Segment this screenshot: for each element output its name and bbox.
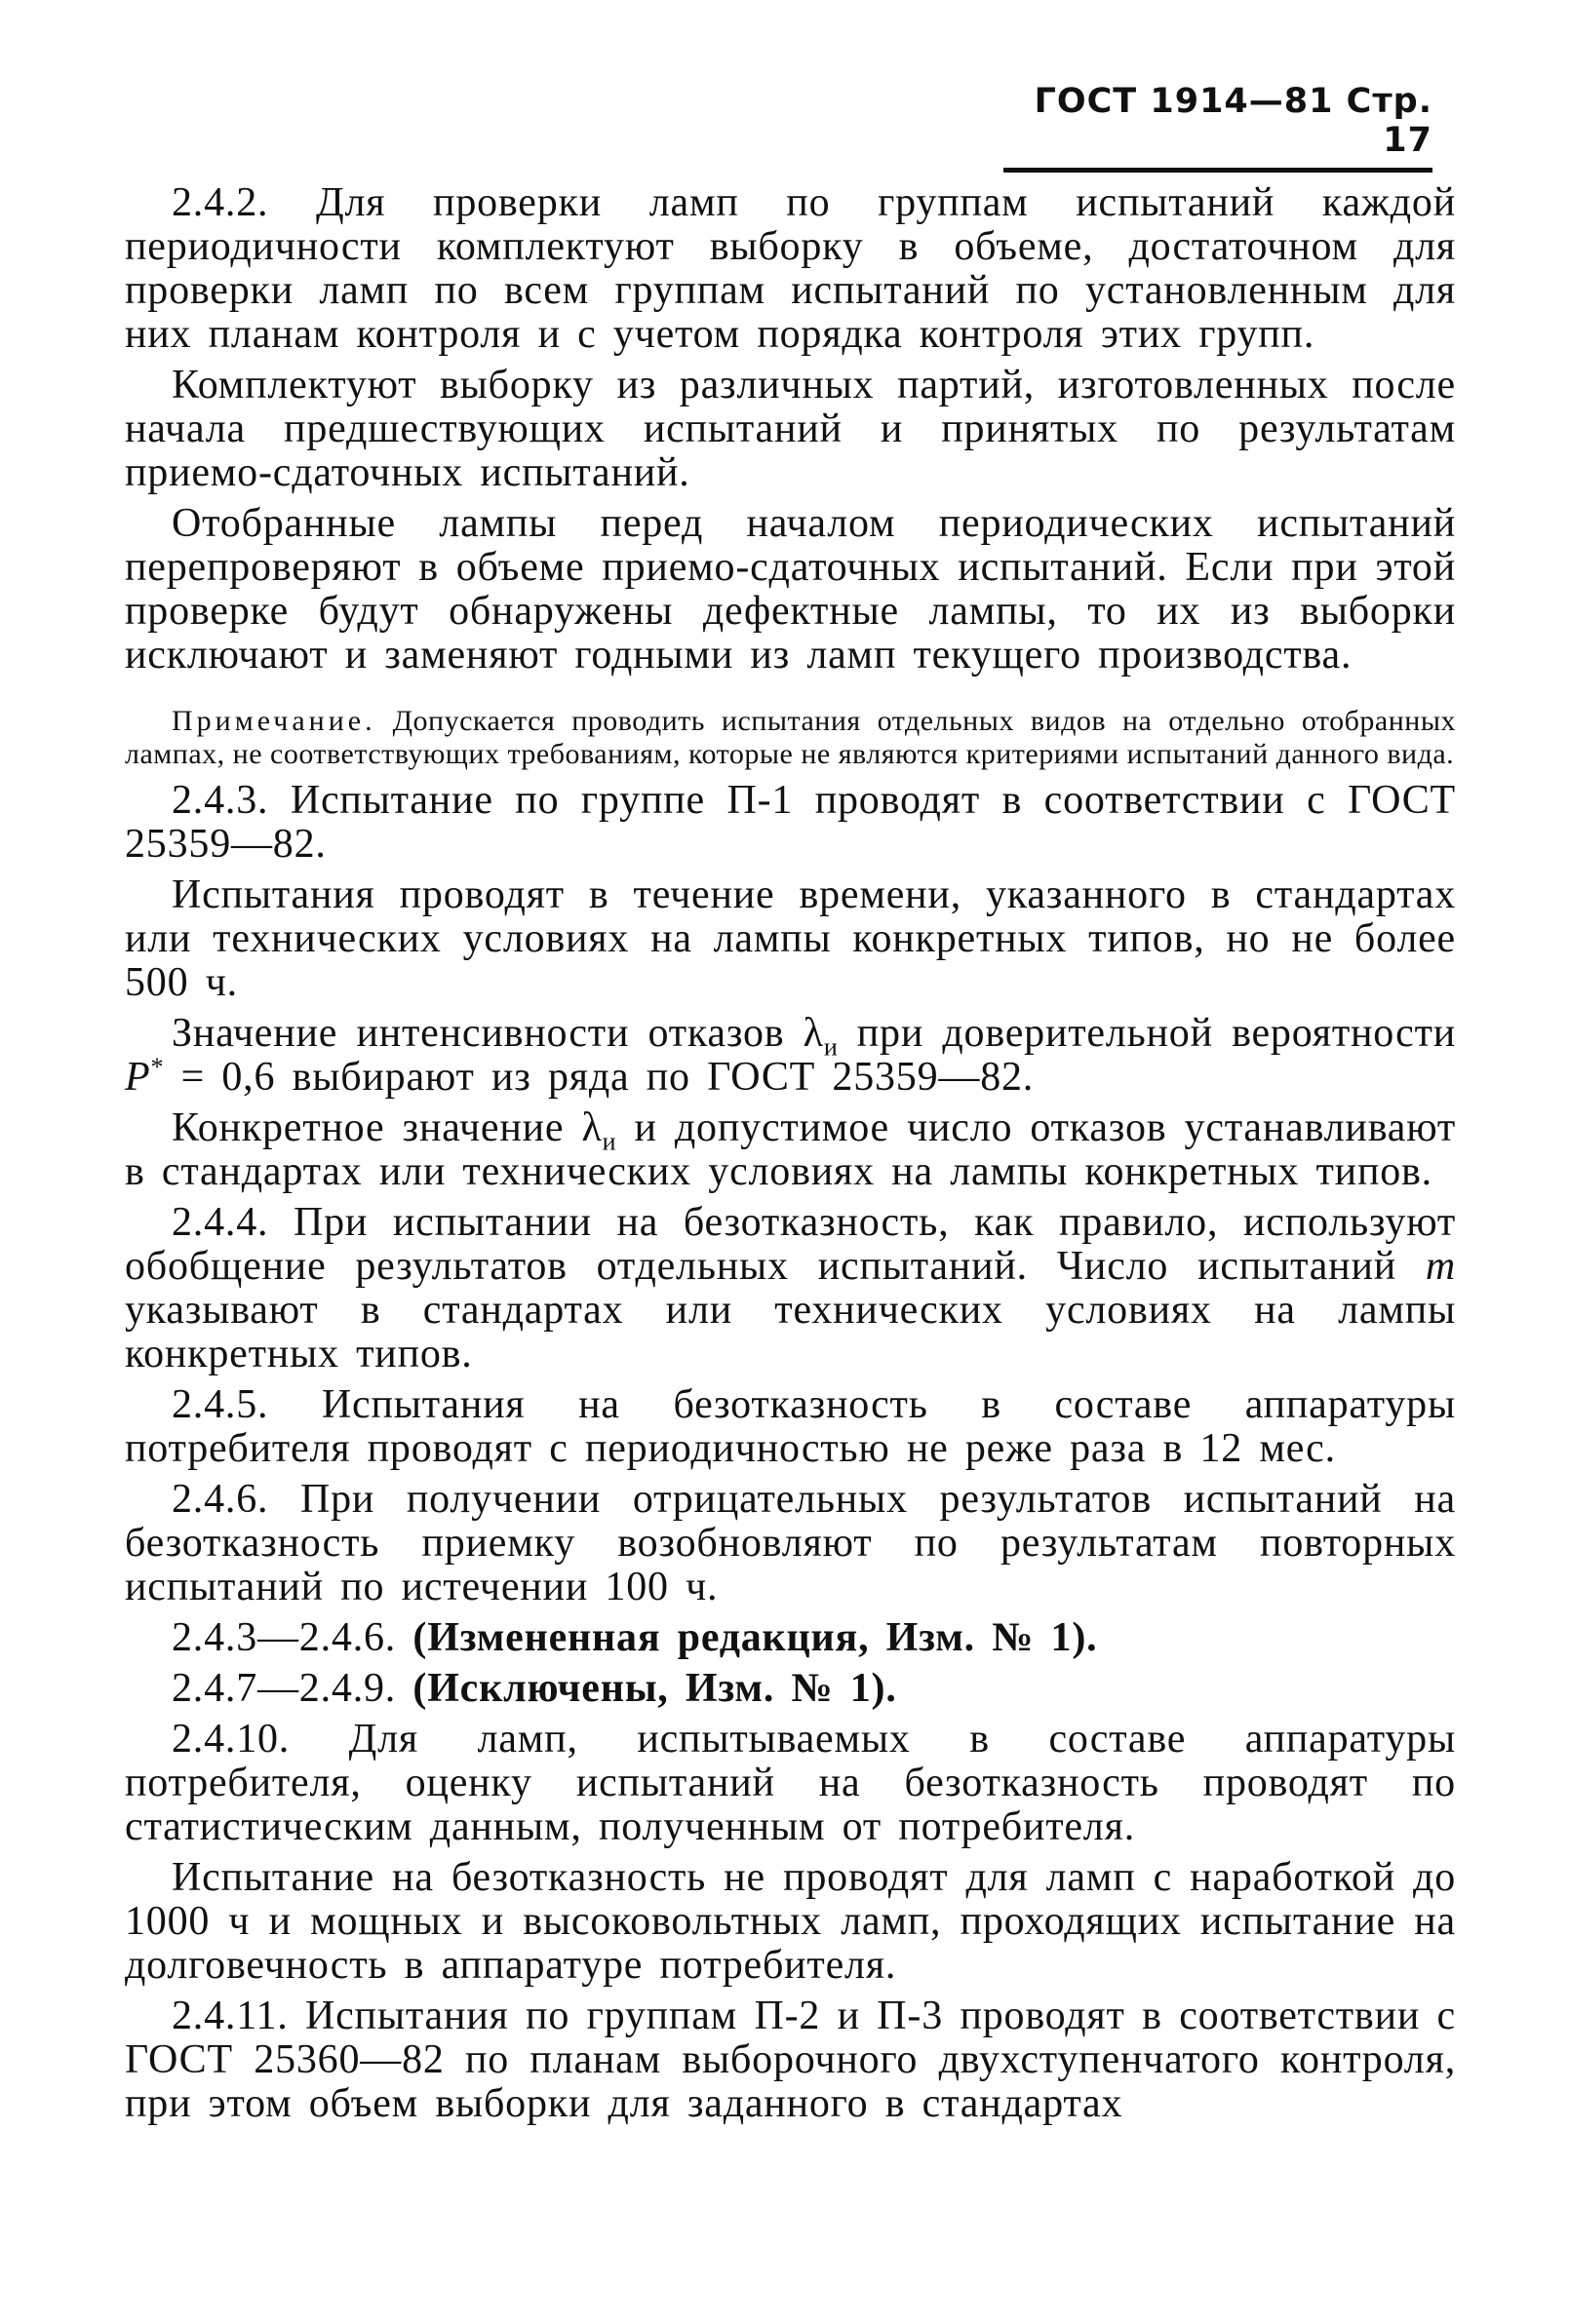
paragraph-2-4-5: 2.4.5. Испытания на безотказность в составе аппаратуры потребителя проводят с периодичностью не реже раза в 12 мес. bbox=[125, 1382, 1456, 1471]
paragraph-otobrannye: Отобранные лампы перед началом периодических испытаний перепроверяют в объеме приемо-сдаточных испытаний. Если при этой проверке будут обнаружены дефектные лампы, то их из выборки исключают и заменяют годными из ламп текущего производства. bbox=[125, 501, 1456, 678]
paragraph-ispytaniya-vremya: Испытания проводят в течение времени, указанного в стандартах или технических условиях на лампы конкретных типов, но не более 500 ч. bbox=[125, 872, 1456, 1005]
p244-before: 2.4.4. При испытании на безотказность, как правило, используют обобщение результатов отдельных испытаний. Число испытаний bbox=[125, 1200, 1456, 1289]
note-text: Допускается проводить испытания отдельных видов на отдельно отобранных лампах, не соответствующих требованиям, которые не являются критериями испытаний данного вида. bbox=[125, 705, 1456, 770]
note-label: Примечание. bbox=[172, 705, 376, 737]
isklyucheny-bold: (Исключены, Изм. № 1). bbox=[412, 1666, 897, 1711]
paragraph-2-4-3: 2.4.3. Испытание по группе П-1 проводят в соответствии с ГОСТ 25359—82. bbox=[125, 778, 1456, 867]
isklyucheny-prefix: 2.4.7—2.4.9. bbox=[172, 1666, 413, 1711]
p244-after: указывают в стандартах или технических условиях на лампы конкретных типов. bbox=[125, 1288, 1456, 1376]
paragraph-izmenennaya bbox=[125, 1616, 1456, 1660]
paragraph-2-4-11: 2.4.11. Испытания по группам П-2 и П-3 проводят в соответствии с ГОСТ 25360—82 по планам выборочного двухступенчатого контроля, при этом объем выборки для заданного в стандартах bbox=[125, 1994, 1456, 2126]
paragraph-2-4-2: 2.4.2. Для проверки ламп по группам испытаний каждой периодичности комплектуют выборку в объеме, достаточном для проверки ламп по всем группам испытаний по установленным для них планам контроля и с учетом порядка контроля этих групп. bbox=[125, 180, 1456, 357]
izmenennaya-prefix: 2.4.3—2.4.6. bbox=[172, 1615, 413, 1660]
lambda-subscript: и bbox=[823, 1032, 839, 1062]
konkretnoe-before: Конкретное значение λ bbox=[172, 1105, 603, 1150]
note bbox=[125, 705, 1456, 771]
variable-p: P bbox=[125, 1055, 151, 1100]
document-body bbox=[125, 181, 1456, 2126]
paragraph-2-4-4 bbox=[125, 1201, 1456, 1376]
lambda-subscript: и bbox=[602, 1127, 617, 1156]
znachenie-middle: при доверительной вероятности bbox=[838, 1011, 1456, 1056]
p-superscript: * bbox=[150, 1053, 165, 1081]
izmenennaya-bold: (Измененная редакция, Изм. № 1). bbox=[412, 1615, 1098, 1660]
konkretnoe-after: и допустимое число отказов устанавливают в стандартах или технических условиях на лампы конкретных типов. bbox=[125, 1105, 1456, 1194]
paragraph-komplektuyut: Комплектуют выборку из различных партий, изготовленных после начала предшествующих испытаний и принятых по результатам приемо-сдаточных испытаний. bbox=[125, 363, 1456, 495]
page-header: ГОСТ 1914—81 Стр. 17 bbox=[1003, 82, 1432, 173]
paragraph-ne-provodyat: Испытание на безотказность не проводят для ламп с наработкой до 1000 ч и мощных и высоковольтных ламп, проходящих испытание на долговечность в аппаратуре потребителя. bbox=[125, 1855, 1456, 1988]
paragraph-2-4-10: 2.4.10. Для ламп, испытываемых в составе аппаратуры потребителя, оценку испытаний на безотказность проводят по статистическим данным, полученным от потребителя. bbox=[125, 1717, 1456, 1849]
paragraph-isklyucheny bbox=[125, 1667, 1456, 1711]
variable-m: m bbox=[1425, 1244, 1456, 1289]
znachenie-after: = 0,6 выбирают из ряда по ГОСТ 25359—82. bbox=[164, 1055, 1035, 1100]
znachenie-before: Значение интенсивности отказов λ bbox=[172, 1011, 824, 1056]
paragraph-2-4-6: 2.4.6. При получении отрицательных результатов испытаний на безотказность приемку возобновляют по результатам повторных испытаний по истечении 100 ч. bbox=[125, 1477, 1456, 1609]
paragraph-konkretnoe bbox=[125, 1106, 1456, 1194]
paragraph-znachenie bbox=[125, 1012, 1456, 1100]
